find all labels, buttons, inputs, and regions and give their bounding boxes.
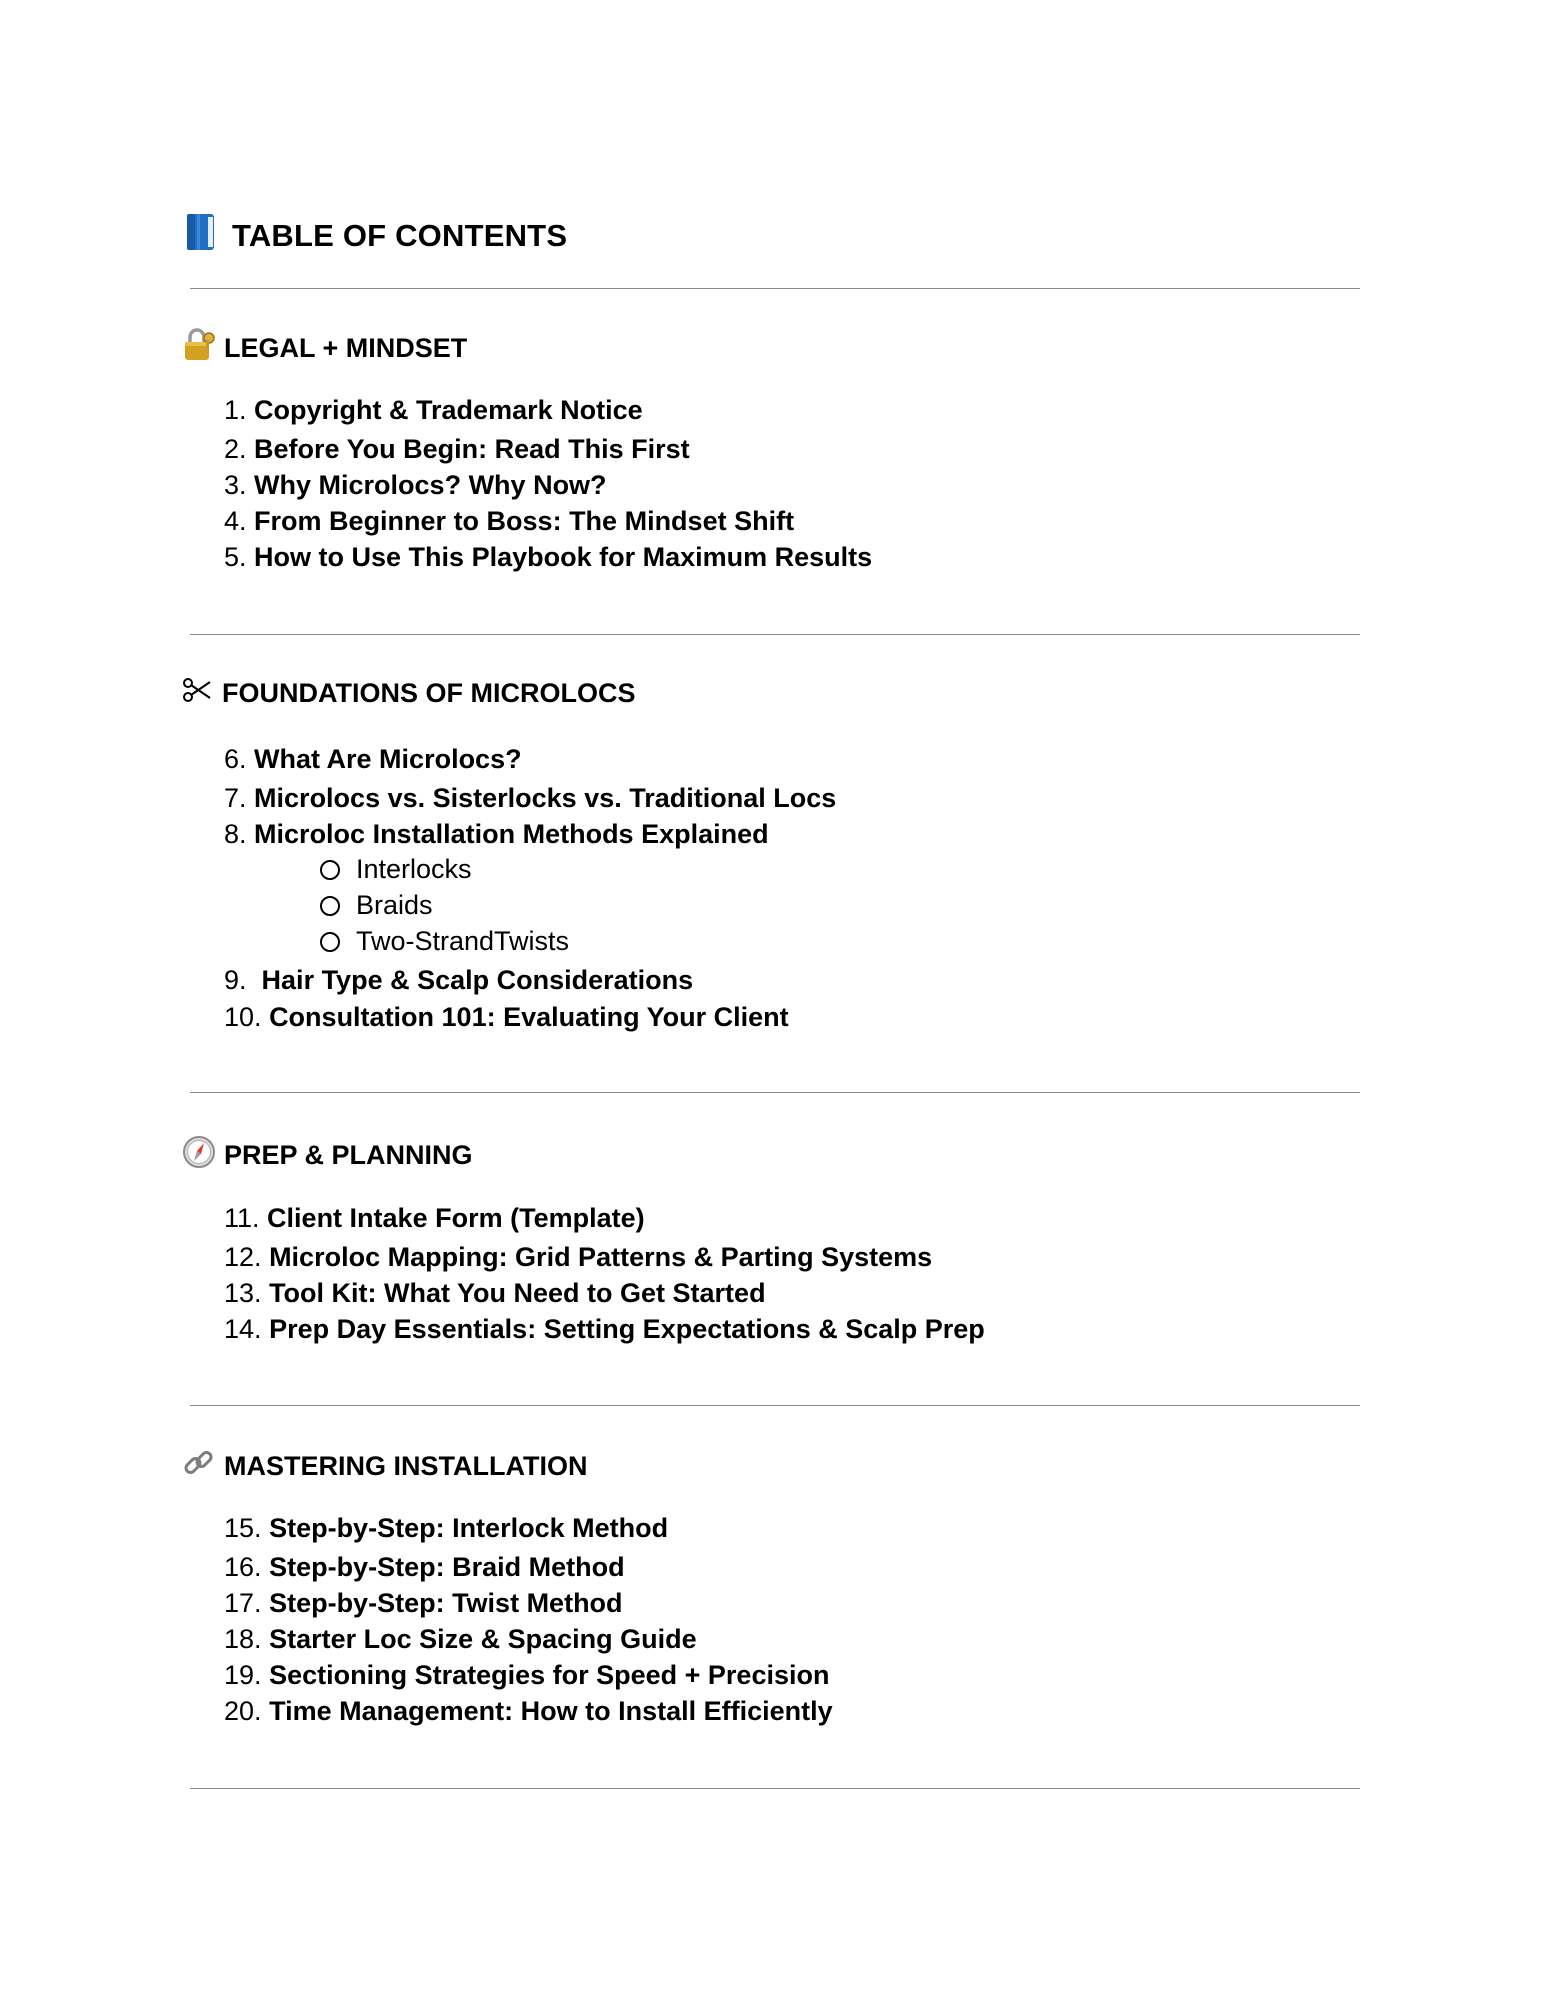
lock-with-key-icon [182,328,216,369]
item-number: 4. [224,506,247,536]
divider [190,634,1360,635]
item-number: 1. [224,395,247,425]
item-number: 7. [224,783,247,813]
item-number: 16. [224,1552,262,1582]
divider [190,1092,1360,1093]
list-item [224,470,607,501]
list-item [224,1242,932,1273]
sub-item-text: Two-StrandTwists [356,926,570,956]
hollow-bullet-icon [320,932,340,952]
item-title: Consultation 101: Evaluating Your Client [269,1002,789,1032]
item-title: Step-by-Step: Braid Method [269,1552,625,1582]
list-item [224,1513,668,1544]
hollow-bullet-icon [320,896,340,916]
sub-list-item [320,854,472,885]
item-number: 2. [224,434,247,464]
item-title: Microlocs vs. Sisterlocks vs. Traditional Locs [254,783,837,813]
item-title: Hair Type & Scalp Considerations [261,965,694,995]
toc-title [184,212,567,260]
item-number: 18. [224,1624,262,1654]
section-heading-foundations [182,676,635,711]
list-item [224,542,872,573]
item-title: Before You Begin: Read This First [254,434,690,464]
section-heading-text: PREP & PLANNING [224,1140,473,1170]
section-heading-prep-planning [182,1135,473,1176]
sub-item-text: Braids [356,890,433,920]
item-number: 20. [224,1696,262,1726]
item-number: 3. [224,470,247,500]
item-number: 17. [224,1588,262,1618]
item-title: Tool Kit: What You Need to Get Started [269,1278,766,1308]
item-number: 6. [224,744,247,774]
item-title: What Are Microlocs? [254,744,522,774]
list-item [224,434,690,465]
item-title: Why Microlocs? Why Now? [254,470,607,500]
link-icon [182,1446,216,1487]
compass-icon [182,1135,216,1176]
item-title: Prep Day Essentials: Setting Expectations & Scalp Prep [269,1314,985,1344]
divider [190,1788,1360,1789]
list-item [224,1660,829,1691]
section-heading-text: LEGAL + MINDSET [224,333,468,363]
item-number: 5. [224,542,247,572]
item-title: Microloc Mapping: Grid Patterns & Parting Systems [269,1242,933,1272]
item-number: 13. [224,1278,262,1308]
divider [190,288,1360,289]
item-title: Step-by-Step: Interlock Method [269,1513,669,1543]
item-number: 9. [224,965,247,995]
item-title: Client Intake Form (Template) [267,1203,645,1233]
scissors-icon [182,676,214,711]
list-item [224,1002,789,1033]
section-heading-legal-mindset [182,328,467,369]
item-title: From Beginner to Boss: The Mindset Shift [254,506,795,536]
list-item [224,744,522,775]
toc-title-text: TABLE OF CONTENTS [232,218,568,253]
list-item [224,1624,697,1655]
list-item [224,819,769,850]
list-item [224,1552,625,1583]
section-heading-text: FOUNDATIONS OF MICROLOCS [222,678,636,708]
sub-item-text: Interlocks [356,854,472,884]
list-item [224,395,643,426]
item-title: Sectioning Strategies for Speed + Precision [269,1660,830,1690]
divider [190,1405,1360,1406]
section-heading-text: MASTERING INSTALLATION [224,1451,588,1481]
item-title: Copyright & Trademark Notice [254,395,643,425]
list-item [224,1696,833,1727]
item-title: Microloc Installation Methods Explained [254,819,769,849]
item-number: 14. [224,1314,262,1344]
item-number: 15. [224,1513,262,1543]
section-heading-mastering-installation [182,1446,587,1487]
item-title: Starter Loc Size & Spacing Guide [269,1624,697,1654]
hollow-bullet-icon [320,860,340,880]
list-item [224,506,794,537]
item-number: 8. [224,819,247,849]
list-item [224,1588,623,1619]
list-item [224,783,836,814]
list-item [224,1278,766,1309]
item-number: 12. [224,1242,262,1272]
sub-list-item [320,890,433,921]
item-number: 19. [224,1660,262,1690]
item-title: Step-by-Step: Twist Method [269,1588,623,1618]
list-item [224,965,693,996]
item-number: 11. [224,1203,260,1233]
list-item [224,1203,645,1234]
item-title: How to Use This Playbook for Maximum Results [254,542,873,572]
list-item [224,1314,985,1345]
item-number: 10. [224,1002,262,1032]
sub-list-item [320,926,569,957]
item-title: Time Management: How to Install Efficiently [269,1696,833,1726]
blue-book-icon [184,212,218,260]
